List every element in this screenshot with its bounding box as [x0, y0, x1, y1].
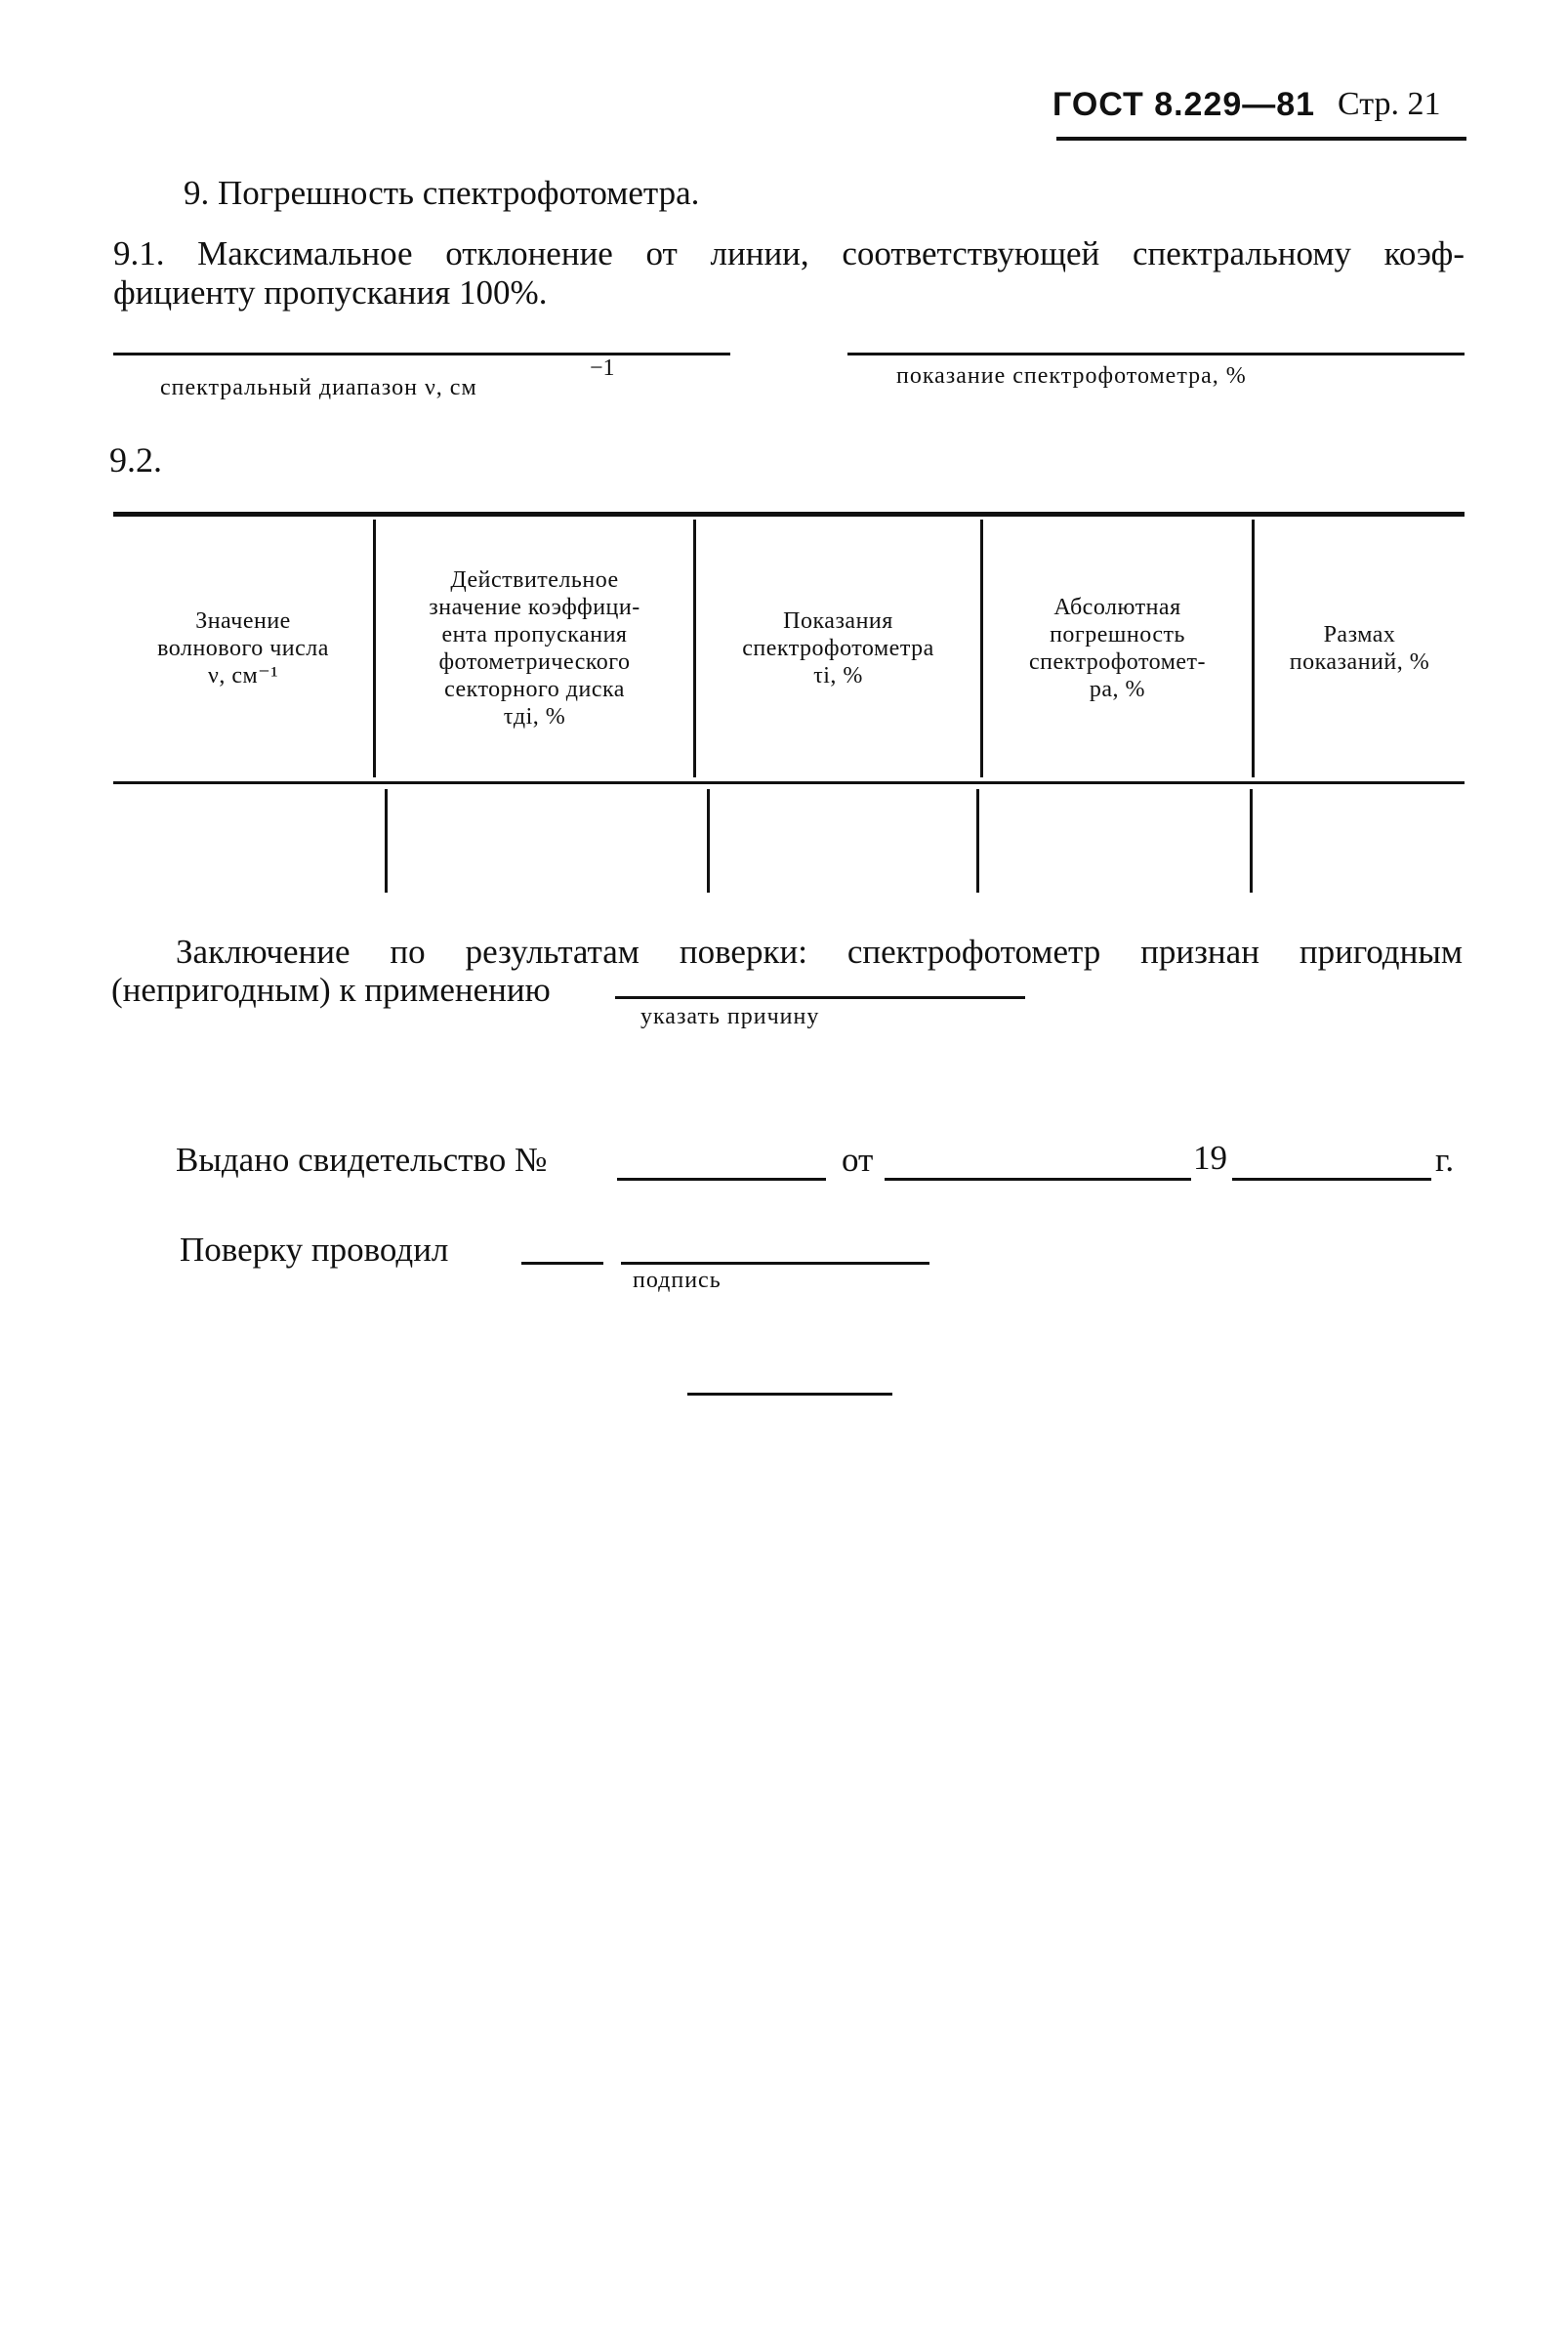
- certificate-year-prefix: 19: [1193, 1139, 1227, 1177]
- header-wavenumber: Значение волнового числа ν, см⁻¹: [157, 608, 329, 689]
- certificate-label: Выдано свидетельство №: [176, 1141, 548, 1179]
- header-readings: Показания спектрофотометра τi, %: [742, 608, 934, 689]
- header-rule: [1056, 137, 1466, 141]
- item-9-2: 9.2.: [109, 440, 162, 480]
- conclusion-line1: Заключение по результатам поверки: спектрофотометр признан пригодным: [176, 933, 1463, 971]
- table-header-rule: [113, 781, 1465, 784]
- page-number: Стр. 21: [1338, 86, 1441, 122]
- certificate-date-line: [885, 1178, 1191, 1181]
- table-body-divider-4: [1250, 789, 1253, 893]
- table-body-divider-1: [385, 789, 388, 893]
- reading-caption: показание спектрофотометра, %: [896, 363, 1247, 389]
- header-range: Размах показаний, %: [1289, 622, 1430, 675]
- conclusion-line2: (непригодным) к применению: [111, 971, 551, 1009]
- paragraph-9-1-line1: 9.1. Максимальное отклонение от линии, соответствующей спектральному коэф-: [113, 234, 1465, 272]
- table-top-rule: [113, 512, 1465, 517]
- certificate-year-suffix: г.: [1435, 1141, 1455, 1179]
- range-blank-line: [113, 353, 730, 355]
- header-actual-transmittance: Действительное значение коэффици- ента пропускания фотометрического секторного диска τдi, %: [429, 567, 640, 730]
- signature-caption: подпись: [633, 1268, 722, 1293]
- range-caption-superscript: −1: [590, 355, 615, 381]
- certificate-number-line: [617, 1178, 826, 1181]
- reading-blank-line: [847, 353, 1465, 355]
- header-absolute-error: Абсолютная погрешность спектрофотомет- ра, %: [1028, 595, 1207, 702]
- verifier-dash-line: [521, 1262, 603, 1265]
- reason-blank-line: [615, 996, 1025, 999]
- end-rule: [687, 1393, 892, 1396]
- table-body-divider-2: [707, 789, 710, 893]
- range-caption: спектральный диапазон ν, см: [160, 375, 477, 400]
- certificate-from: от: [842, 1141, 874, 1179]
- standard-number: ГОСТ 8.229—81: [1052, 86, 1316, 123]
- reason-caption: указать причину: [640, 1004, 820, 1029]
- certificate-year-line: [1232, 1178, 1431, 1181]
- paragraph-9-1-line2: фициенту пропускания 100%.: [113, 273, 548, 312]
- table-body-divider-3: [976, 789, 979, 893]
- section-title: 9. Погрешность спектрофотометра.: [184, 174, 700, 212]
- verifier-label: Поверку проводил: [180, 1231, 449, 1269]
- signature-line: [621, 1262, 929, 1265]
